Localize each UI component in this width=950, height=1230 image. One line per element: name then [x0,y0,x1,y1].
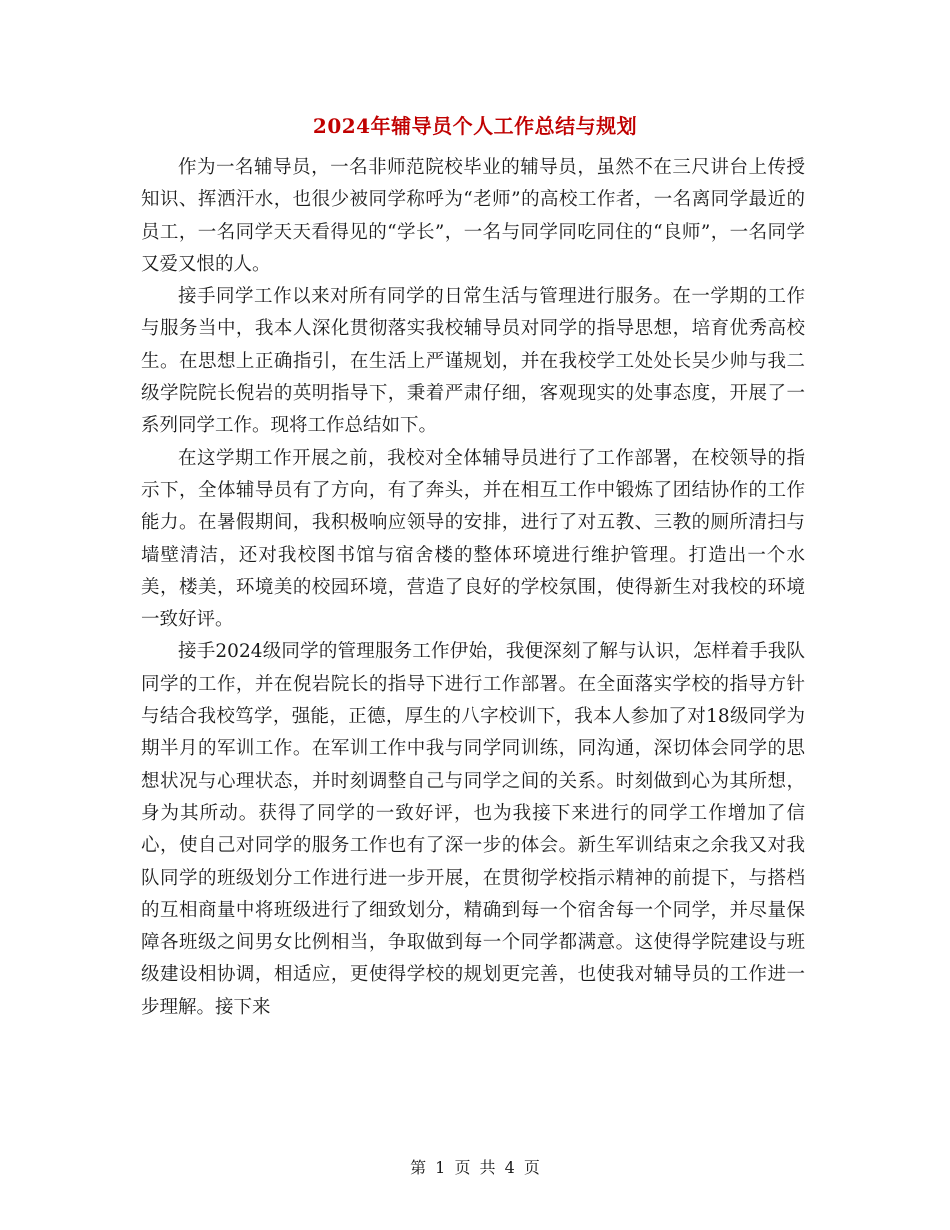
document-body [141,152,805,1024]
page-number-footer: 第 1 页 共 4 页 [410,1158,540,1177]
paragraph-2: 接手同学工作以来对所有同学的日常生活与管理进行服务。在一学期的工作与服务当中，我本人深化贯彻落实我校辅导员对同学的指导思想，培育优秀高校生。在思想上正确指引，在生活上严谨规划，并在我校学工处处长吴少帅与我二级学院院长倪岩的英明指导下，秉着严肃仔细，客观现实的处事态度，开展了一系列同学工作。现将工作总结如下。 [141,286,805,437]
paragraph-1: 作为一名辅导员，一名非师范院校毕业的辅导员，虽然不在三尺讲台上传授知识、挥洒汗水，也很少被同学称呼为“老师”的高校工作者，一名离同学最近的员工，一名同学天天看得见的“学长”，一名与同学同吃同住的“良师”，一名同学又爱又恨的人。 [141,157,805,275]
paragraph-3: 在这学期工作开展之前，我校对全体辅导员进行了工作部署，在校领导的指示下，全体辅导员有了方向，有了奔头，并在相互工作中锻炼了团结协作的工作能力。在暑假期间，我积极响应领导的安排，进行了对五教、三教的厕所清扫与墙壁清洁，还对我校图书馆与宿舍楼的整体环境进行维护管理。打造出一个水美，楼美，环境美的校园环境，营造了良好的学校氛围，使得新生对我校的环境一致好评。 [141,447,805,631]
paragraph-4: 接手2024级同学的管理服务工作伊始，我便深刻了解与认识，怎样着手我队同学的工作，并在倪岩院长的指导下进行工作部署。在全面落实学校的指导方针与结合我校笃学，强能，正德，厚生的八字校训下，我本人参加了对18级同学为期半月的军训工作。在军训工作中我与同学同训练，同沟通，深切体会同学的思想状况与心理状态，并时刻调整自己与同学之间的关系。时刻做到心为其所想，身为其所动。获得了同学的一致好评，也为我接下来进行的同学工作增加了信心，使自己对同学的服务工作也有了深一步的体会。新生军训结束之余我又对我队同学的班级划分工作进行进一步开展，在贯彻学校指示精神的前提下，与搭档的互相商量中将班级进行了细致划分，精确到每一个宿舍每一个同学，并尽量保障各班级之间男女比例相当，争取做到每一个同学都满意。这使得学院建设与班级建设相协调，相适应，更使得学校的规划更完善，也使我对辅导员的工作进一步理解。接下来 [141,641,805,1018]
document-title: 2024年辅导员个人工作总结与规划 [312,114,638,138]
